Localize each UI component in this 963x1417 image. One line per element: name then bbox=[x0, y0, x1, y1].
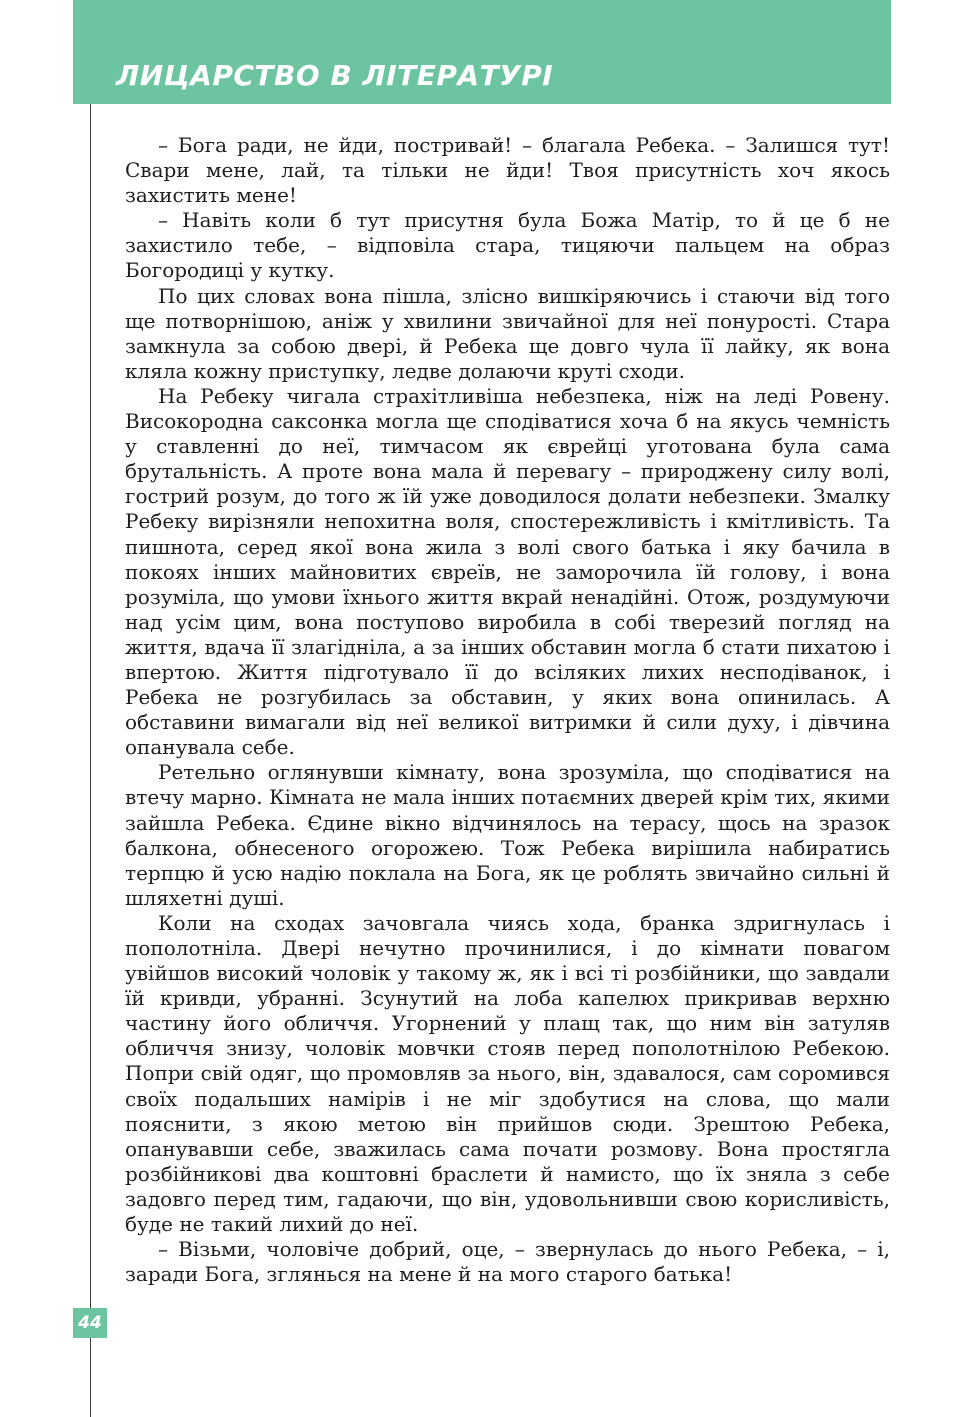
paragraph: – Візьми, чоловіче добрий, оце, – звернулась до нього Ребека, – і, заради Бога, зглянься на мене й на мого старого батька! bbox=[125, 1237, 890, 1287]
paragraph: Ретельно оглянувши кімнату, вона зрозуміла, що сподіватися на втечу марно. Кімната не мала інших потаємних дверей крім тих, якими зайшла Ребека. Єдине вікно відчинялось на терасу, щось на зразок балкона, обнесеного огорожею. Тож Ребека вирішила набиратись терпцю й усю надію поклала на Бога, як це роблять звичайно сильні й шляхетні душі. bbox=[125, 760, 890, 910]
chapter-header-title: ЛИЦАРСТВО В ЛІТЕРАТУРІ bbox=[116, 59, 554, 92]
paragraph: На Ребеку чигала страхітливіша небезпека, ніж на леді Ровену. Високородна саксонка могла ще сподіватися хоча б на якусь чемність у ставленні до неї, тимчасом як єврейці уготована була сама брутальність. А проте вона мала й перевагу – природжену силу волі, гострий розум, до того ж їй уже доводилося долати небезпеки. Змалку Ребеку вирізняли непохитна воля, спостережливість і кмітливість. Та пишнота, серед якої вона жила з волі свого батька і яку бачила в покоях інших майновитих євреїв, не заморочила їй голову, і вона розуміла, що умови їхнього життя вкрай ненадійні. Отож, роздумуючи над усім цим, вона поступово виробила в собі тверезий погляд на життя, вдача її злагідніла, а за інших обставин могла б стати пихатою і впертою. Життя підготувало її до всіляких лихих несподіванок, і Ребека не розгубилась за обставин, у яких вона опинилась. А обставини вимагали від неї великої витримки й сили духу, і дівчина опанувала себе. bbox=[125, 383, 890, 760]
paragraph: По цих словах вона пішла, злісно вишкіряючись і стаючи від того ще потворнішою, аніж у хвилини звичайної для неї понурості. Стара замкнула за собою двері, й Ребека ще довго чула її лайку, як вона кляла кожну приступку, ледве долаючи круті сходи. bbox=[125, 283, 890, 383]
chapter-header-band bbox=[73, 0, 891, 104]
body-text bbox=[125, 133, 890, 1287]
margin-rule bbox=[90, 104, 91, 1417]
paragraph: – Навіть коли б тут присутня була Божа Матір, то й це б не захистило тебе, – відповіла стара, тицяючи пальцем на образ Богородиці у кутку. bbox=[125, 208, 890, 283]
paragraph: Коли на сходах зачовгала чиясь хода, бранка здригнулась і пополотніла. Двері нечутно прочинилися, і до кімнати повагом увійшов високий чоловік у такому ж, як і всі ті розбійники, що завдали їй кривди, убранні. Зсунутий на лоба капелюх прикривав верхню частину його обличчя. Угорнений у плащ так, що ним він затуляв обличчя знизу, чоловік мовчки стояв перед пополотнілою Ребекою. Попри свій одяг, що промовляв за нього, він, здавалося, сам соромився своїх подальших намірів і не міг здобутися на слова, що мали пояснити, з якою метою він прийшов сюди. Зрештою Ребека, опанувавши себе, зважилась сама почати розмову. Вона простягла розбійникові два коштовні браслети й намисто, що їх зняла з себе задовго перед тим, гадаючи, що він, удовольнивши свою корисливість, буде не такий лихий до неї. bbox=[125, 910, 890, 1237]
page-number: 44 bbox=[73, 1308, 107, 1338]
paragraph: – Бога ради, не йди, постривай! – благала Ребека. – Залишся тут! Свари мене, лай, та тільки не йди! Твоя присутність хоч якось захистить мене! bbox=[125, 133, 890, 208]
